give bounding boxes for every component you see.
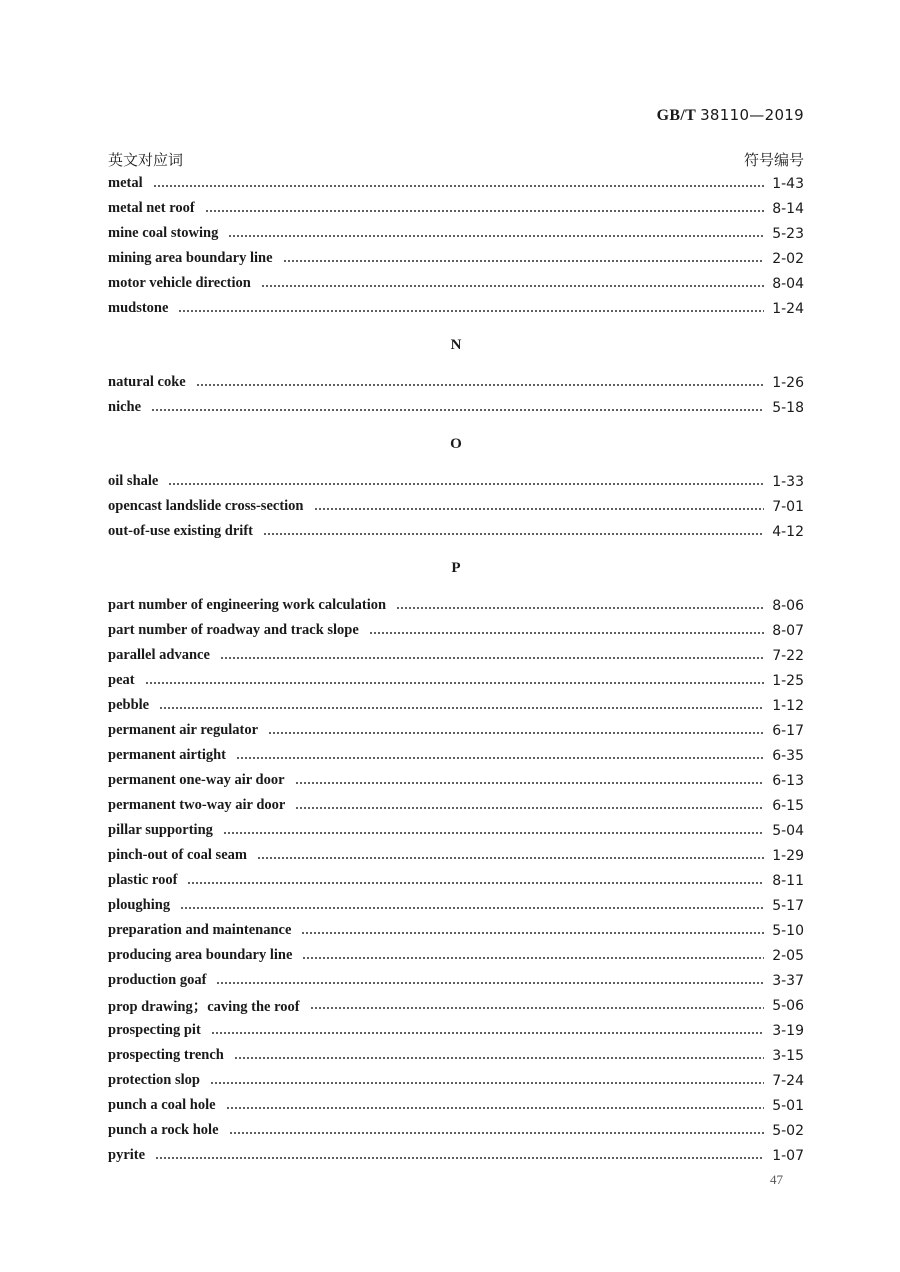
dot-leader: [228, 235, 764, 237]
entry-code: 1-12: [772, 697, 804, 714]
entry-term: mudstone: [108, 300, 169, 316]
entry-code: 3-37: [772, 972, 804, 989]
index-column-headers: [108, 148, 804, 170]
entry-code: 7-24: [772, 1072, 804, 1089]
entry-code: 6-17: [772, 722, 804, 739]
entry-term: production goaf: [108, 972, 207, 988]
entry-term: prospecting pit: [108, 1022, 201, 1038]
entry-code: 7-22: [772, 647, 804, 664]
dot-leader: [295, 807, 764, 809]
index-entry: [108, 918, 804, 943]
entry-term: metal: [108, 175, 143, 191]
entry-term: pyrite: [108, 1147, 146, 1163]
entry-code: 6-15: [772, 797, 804, 814]
index-entry: [108, 1018, 804, 1043]
dot-leader: [220, 657, 764, 659]
index-entry: [108, 1093, 804, 1118]
entry-term: ploughing: [108, 897, 171, 913]
index-entry: [108, 469, 804, 494]
entry-code: 2-05: [772, 947, 804, 964]
entry-term: permanent two-way air door: [108, 797, 286, 813]
entry-code: 8-14: [772, 200, 804, 217]
index-entry: [108, 943, 804, 968]
section-letter-text: P: [451, 560, 461, 576]
index-entry: [108, 196, 804, 221]
entry-code: 6-13: [772, 772, 804, 789]
index-entry: [108, 668, 804, 693]
index-entry: [108, 693, 804, 718]
section-letter: [108, 432, 804, 457]
index-entry: [108, 1068, 804, 1093]
page-number: 47: [770, 1172, 783, 1187]
dot-leader: [223, 832, 764, 834]
entry-term: niche: [108, 399, 142, 415]
entry-term: permanent one-way air door: [108, 772, 285, 788]
entry-code: 5-02: [772, 1122, 804, 1139]
entry-code: 8-06: [772, 597, 804, 614]
dot-leader: [145, 682, 765, 684]
entry-term: part number of engineering work calculation: [108, 597, 387, 613]
entry-term: preparation and maintenance: [108, 922, 292, 938]
dot-leader: [236, 757, 764, 759]
dot-leader: [268, 732, 764, 734]
entry-term: peat: [108, 672, 135, 688]
standard-code-prefix: GB/T: [656, 107, 696, 124]
index-entry: [108, 370, 804, 395]
entry-code: 6-35: [772, 747, 804, 764]
entry-term: permanent airtight: [108, 747, 226, 763]
index-entry: [108, 743, 804, 768]
entry-code: 3-19: [772, 1022, 804, 1039]
entry-code: 1-26: [772, 374, 804, 391]
section-letter: [108, 333, 804, 358]
entry-code: 8-04: [772, 275, 804, 292]
entry-code: 3-15: [772, 1047, 804, 1064]
entry-term: motor vehicle direction: [108, 275, 251, 291]
entry-term: pillar supporting: [108, 822, 213, 838]
entry-code: 5-17: [772, 897, 804, 914]
entry-code: 1-33: [772, 473, 804, 490]
entry-term: pinch-out of coal seam: [108, 847, 247, 863]
entry-code: 5-18: [772, 399, 804, 416]
entry-term: oil shale: [108, 473, 159, 489]
dot-leader: [178, 310, 764, 312]
index-entry: [108, 793, 804, 818]
index-entry: [108, 1043, 804, 1068]
entry-term: prospecting trench: [108, 1047, 224, 1063]
dot-leader: [396, 607, 764, 609]
entry-code: 1-07: [772, 1147, 804, 1164]
index-entry: [108, 968, 804, 993]
standard-code-number: 38110—2019: [700, 106, 804, 124]
entry-term: out-of-use existing drift: [108, 523, 253, 539]
entry-code: 8-07: [772, 622, 804, 639]
index-entry: [108, 768, 804, 793]
entry-code: 2-02: [772, 250, 804, 267]
entry-term: punch a coal hole: [108, 1097, 216, 1113]
index-entry: [108, 868, 804, 893]
column-header-english: 英文对应词: [108, 150, 184, 169]
entry-code: 5-10: [772, 922, 804, 939]
entry-term: mine coal stowing: [108, 225, 219, 241]
index-entry: [108, 718, 804, 743]
index-entry: [108, 993, 804, 1018]
dot-leader: [155, 1157, 764, 1159]
entry-term: permanent air regulator: [108, 722, 259, 738]
entry-term: pebble: [108, 697, 150, 713]
section-letter-text: O: [450, 436, 462, 452]
dot-leader: [314, 508, 765, 510]
index-entry: [108, 519, 804, 544]
index-entry: [108, 296, 804, 321]
entry-code: 1-43: [772, 175, 804, 192]
entry-code: 8-11: [772, 872, 804, 889]
dot-leader: [302, 957, 764, 959]
entry-code: 5-06: [772, 997, 804, 1014]
entry-term: plastic roof: [108, 872, 178, 888]
entry-code: 5-01: [772, 1097, 804, 1114]
dot-leader: [310, 1007, 765, 1009]
entry-term: punch a rock hole: [108, 1122, 219, 1138]
entry-term: metal net roof: [108, 200, 195, 216]
dot-leader: [234, 1057, 764, 1059]
entry-term: opencast landslide cross-section: [108, 498, 304, 514]
dot-leader: [216, 982, 764, 984]
entry-term: part number of roadway and track slope: [108, 622, 359, 638]
index-entries: [108, 171, 804, 1168]
entry-term: protection slop: [108, 1072, 200, 1088]
dot-leader: [159, 707, 764, 709]
standard-code: [657, 106, 804, 125]
index-entry: [108, 618, 804, 643]
dot-leader: [180, 907, 764, 909]
entry-code: 1-25: [772, 672, 804, 689]
section-letter: [108, 556, 804, 581]
index-entry: [108, 843, 804, 868]
dot-leader: [229, 1132, 765, 1134]
index-entry: [108, 593, 804, 618]
index-entry: [108, 271, 804, 296]
entry-code: 4-12: [772, 523, 804, 540]
entry-term: natural coke: [108, 374, 186, 390]
entry-code: 7-01: [772, 498, 804, 515]
dot-leader: [211, 1032, 764, 1034]
entry-term: mining area boundary line: [108, 250, 273, 266]
entry-term: prop drawing；caving the roof: [108, 999, 300, 1015]
dot-leader: [369, 632, 764, 634]
dot-leader: [151, 409, 764, 411]
dot-leader: [226, 1107, 765, 1109]
dot-leader: [187, 882, 764, 884]
entry-code: 1-24: [772, 300, 804, 317]
index-entry: [108, 395, 804, 420]
column-header-symbol-number: 符号编号: [743, 150, 804, 169]
entry-term: producing area boundary line: [108, 947, 293, 963]
dot-leader: [168, 483, 764, 485]
index-entry: [108, 1118, 804, 1143]
index-entry: [108, 893, 804, 918]
dot-leader: [257, 857, 764, 859]
dot-leader: [205, 210, 765, 212]
dot-leader: [283, 260, 765, 262]
entry-term: parallel advance: [108, 647, 210, 663]
index-entry: [108, 246, 804, 271]
index-entry: [108, 171, 804, 196]
index-entry: [108, 643, 804, 668]
dot-leader: [301, 932, 764, 934]
entry-code: 5-04: [772, 822, 804, 839]
dot-leader: [263, 533, 764, 535]
dot-leader: [295, 782, 765, 784]
section-letter-text: N: [450, 337, 462, 353]
index-entry: [108, 221, 804, 246]
entry-code: 5-23: [772, 225, 804, 242]
dot-leader: [196, 384, 764, 386]
entry-code: 1-29: [772, 847, 804, 864]
index-entry: [108, 494, 804, 519]
dot-leader: [153, 185, 765, 187]
dot-leader: [261, 285, 764, 287]
index-entry: [108, 1143, 804, 1168]
index-entry: [108, 818, 804, 843]
dot-leader: [210, 1082, 764, 1084]
